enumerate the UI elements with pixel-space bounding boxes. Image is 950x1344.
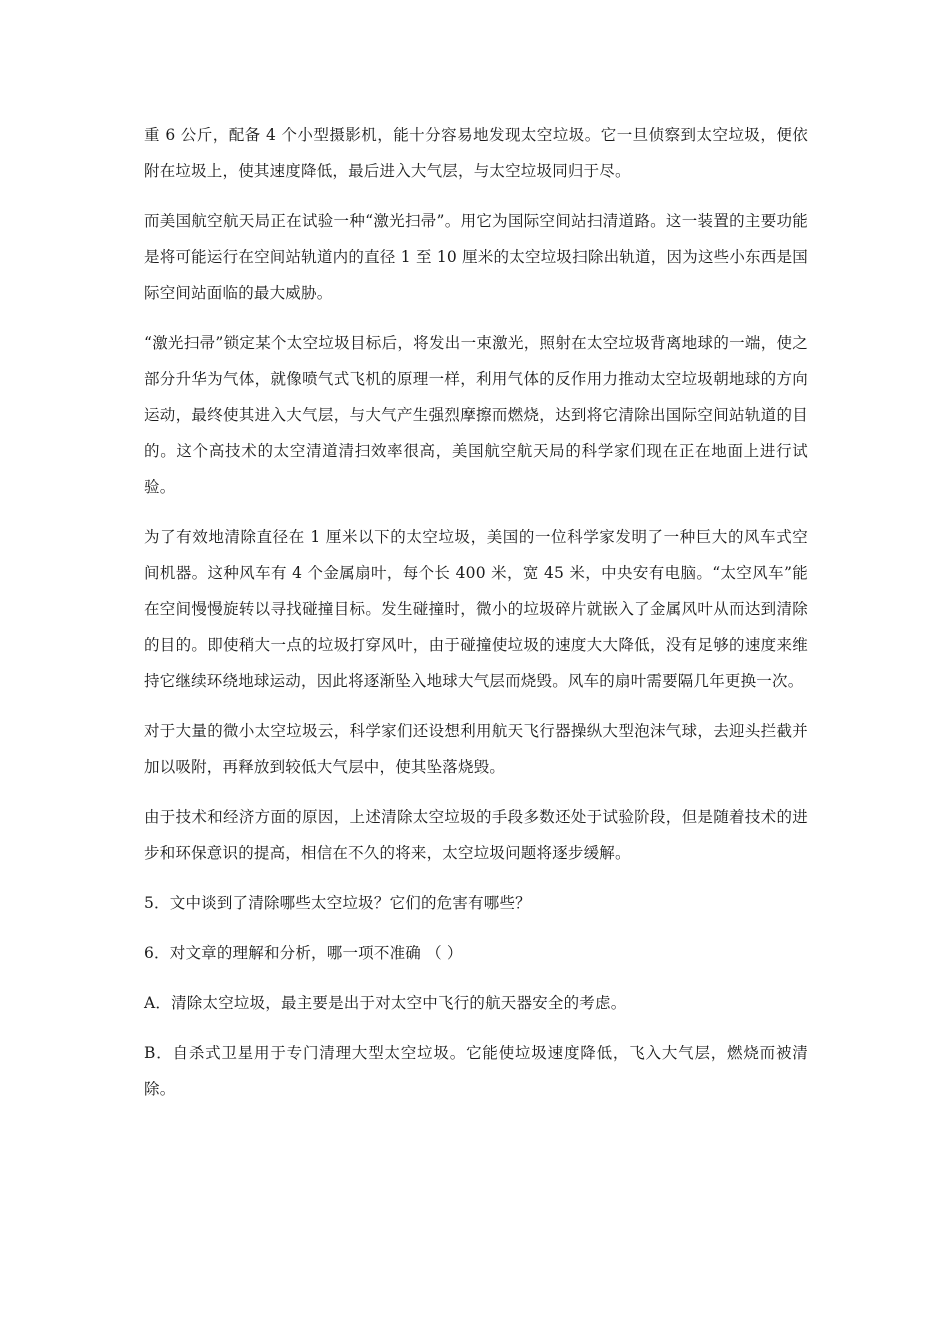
question-5: 5．文中谈到了清除哪些太空垃圾？它们的危害有哪些？ [144,894,531,912]
paragraph-3: “激光扫帚”锁定某个太空垃圾目标后，将发出一束激光，照射在太空垃圾背离地球的一端，使之部分升华为气体，就像喷气式飞机的原理一样，利用气体的反作用力推动太空垃圾朝地球的方向运动，最终使其进入大气层，与大气产生强烈摩擦而燃烧，达到将它清除出国际空间站轨道的目的。这个高技术的太空清道清扫效率很高，美国航空航天局的科学家们现在正在地面上进行试验。 [144,334,808,496]
paragraph-2: 而美国航空航天局正在试验一种“激光扫帚”。用它为国际空间站扫清道路。这一装置的主要功能是将可能运行在空间站轨道内的直径 1 至 10 厘米的太空垃圾扫除出轨道，因为这些小东西是国际空间站面临的最大威胁。 [144,212,808,302]
paragraph-4: 为了有效地清除直径在 1 厘米以下的太空垃圾，美国的一位科学家发明了一种巨大的风车式空间机器。这种风车有 4 个金属扇叶，每个长 400 米，宽 45 米，中央安有电脑。“太空风车”能在空间慢慢旋转以寻找碰撞目标。发生碰撞时，微小的垃圾碎片就嵌入了金属风叶从而达到清除的目的。即使稍大一点的垃圾打穿风叶，由于碰撞使垃圾的速度大大降低，没有足够的速度来维持它继续环绕地球运动，因此将逐渐坠入地球大气层而烧毁。风车的扇叶需要隔几年更换一次。 [144,528,808,690]
paragraph-6: 由于技术和经济方面的原因，上述清除太空垃圾的手段多数还处于试验阶段，但是随着技术的进步和环保意识的提高，相信在不久的将来，太空垃圾问题将逐步缓解。 [144,808,808,862]
paragraph-5: 对于大量的微小太空垃圾云，科学家们还设想利用航天飞行器操纵大型泡沫气球，去迎头拦截并加以吸附，再释放到较低大气层中，使其坠落烧毁。 [144,722,808,776]
option-b: B．自杀式卫星用于专门清理大型太空垃圾。它能使垃圾速度降低，飞入大气层，燃烧而被清除。 [144,1044,808,1098]
option-a: A．清除太空垃圾，最主要是出于对太空中飞行的航天器安全的考虑。 [144,994,627,1012]
paragraph-1: 重 6 公斤，配备 4 个小型摄影机，能十分容易地发现太空垃圾。它一旦侦察到太空垃圾，便依附在垃圾上，使其速度降低，最后进入大气层，与太空垃圾同归于尽。 [144,126,808,180]
article-body [144,117,808,1121]
question-6: 6．对文章的理解和分析，哪一项不准确 （ ） [144,944,463,962]
